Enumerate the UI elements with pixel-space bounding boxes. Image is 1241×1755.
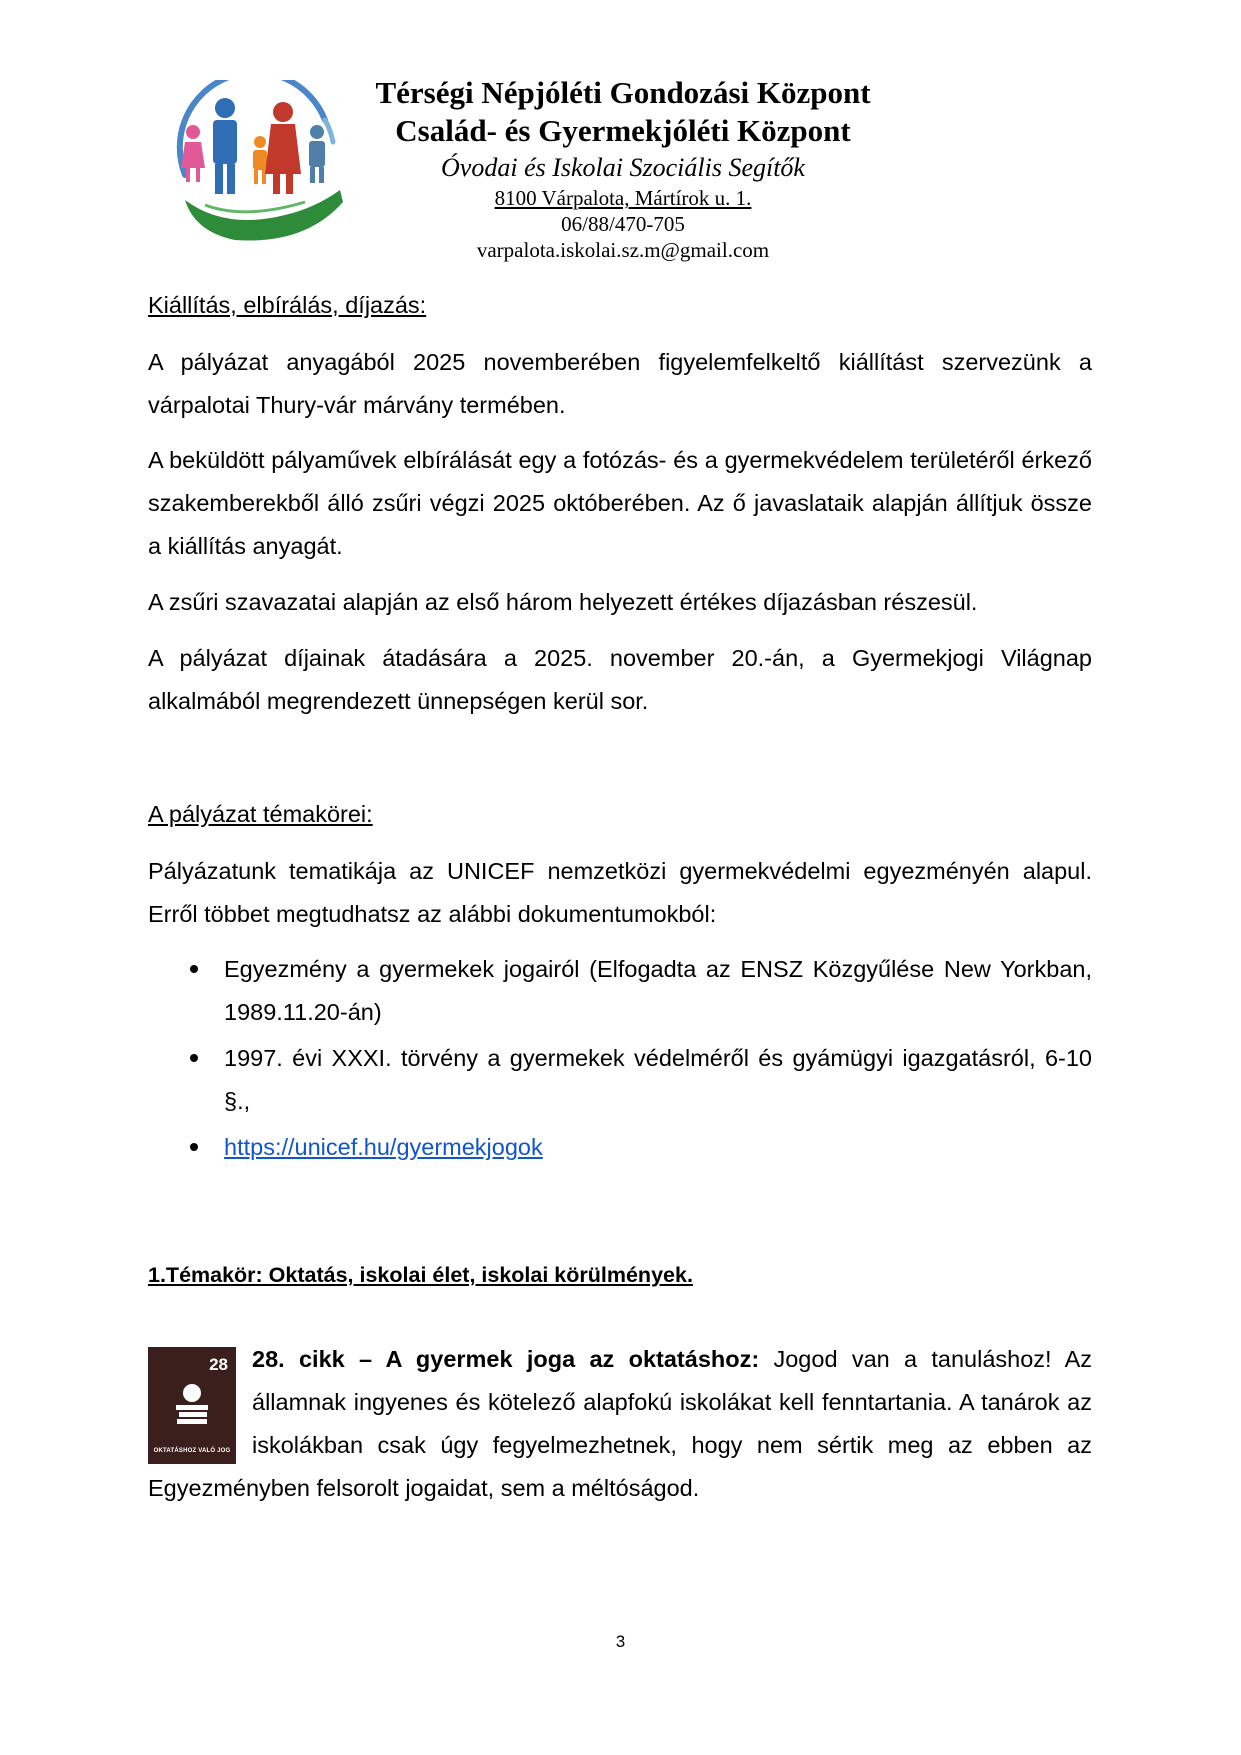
reference-list [148,948,1092,1172]
bullet-icon [190,965,198,973]
organization-subname: Család- és Gyermekjóléti Központ [395,113,851,148]
address-line [340,187,906,210]
education-right-icon [148,1347,236,1464]
phone-line: 06/88/470-705 [561,212,685,236]
section-heading-exhibition: Kiállítás, elbírálás, díjazás: [148,292,427,318]
icon-caption: OKTATÁSHOZ VALÓ JOG [153,1448,231,1454]
student-books-icon [170,1383,214,1427]
list-item [148,1037,1092,1123]
email-line: varpalota.iskolai.sz.m@gmail.com [476,238,770,262]
organization-name: Térségi Népjóléti Gondozási Központ [375,75,871,110]
paragraph: A pályázat díjainak átadására a 2025. november 20.-án, a Gyermekjogi Világnap alkalmából megrendezett ünnepségen kerül sor. [148,645,1092,714]
list-item [148,1126,1092,1169]
bullet-icon [190,1054,198,1062]
list-item [148,948,1092,1034]
paragraph: A beküldött pályaművek elbírálását egy a fotózás- és a gyermekvédelem területéről érkező szakemberekből álló zsűri végzi 2025 októberében. Az ő javaslataik alapján állítjuk össze a kiállítás anyagát. [148,447,1092,559]
paragraph: Pályázatunk tematikája az UNICEF nemzetközi gyermekvédelmi egyezményén alapul. Erről többet megtudhatsz az alábbi dokumentumokból: [148,858,1092,927]
unit-name: Óvodai és Iskolai Szociális Segítők [441,153,805,182]
bullet-icon [190,1143,198,1151]
list-item-text: Egyezmény a gyermekek jogairól (Elfogadta az ENSZ Közgyűlése New Yorkban, 1989.11.20-án) [224,956,1092,1025]
icon-number: 28 [209,1355,228,1374]
paragraph: A zsűri szavazatai alapján az első három helyezett értékes díjazásban részesül. [148,589,978,615]
article-title: 28. cikk – A gyermek joga az oktatáshoz: [252,1346,760,1372]
article-text: Jogod van a tanuláshoz! Az államnak ingyenes és kötelező alapfokú iskolákat kell fenntartania. A tanárok az iskolákban csak úgy fegyelmezhetnek, hogy nem sértik meg az ebben az Egyezményben felsorolt jogaidat, sem a méltóságod. [148,1346,1092,1501]
paragraph: A pályázat anyagából 2025 novemberében figyelemfelkeltő kiállítást szervezünk a várpalotai Thury-vár márvány termében. [148,349,1092,418]
page-number: 3 [615,1632,626,1651]
unicef-link[interactable]: https://unicef.hu/gyermekjogok [224,1134,543,1160]
list-item-text: 1997. évi XXXI. törvény a gyermekek védelméről és gyámügyi igazgatásról, 6-10 §., [224,1045,1092,1114]
address-text: 8100 Várpalota, Mártírok u. 1. [494,186,752,210]
family-hand-logo-icon [165,80,350,245]
topic-heading: 1.Témakör: Oktatás, iskolai élet, iskolai körülmények. [148,1263,693,1287]
article-paragraph [148,1338,1092,1510]
section-heading-topics: A pályázat témakörei: [148,801,373,827]
